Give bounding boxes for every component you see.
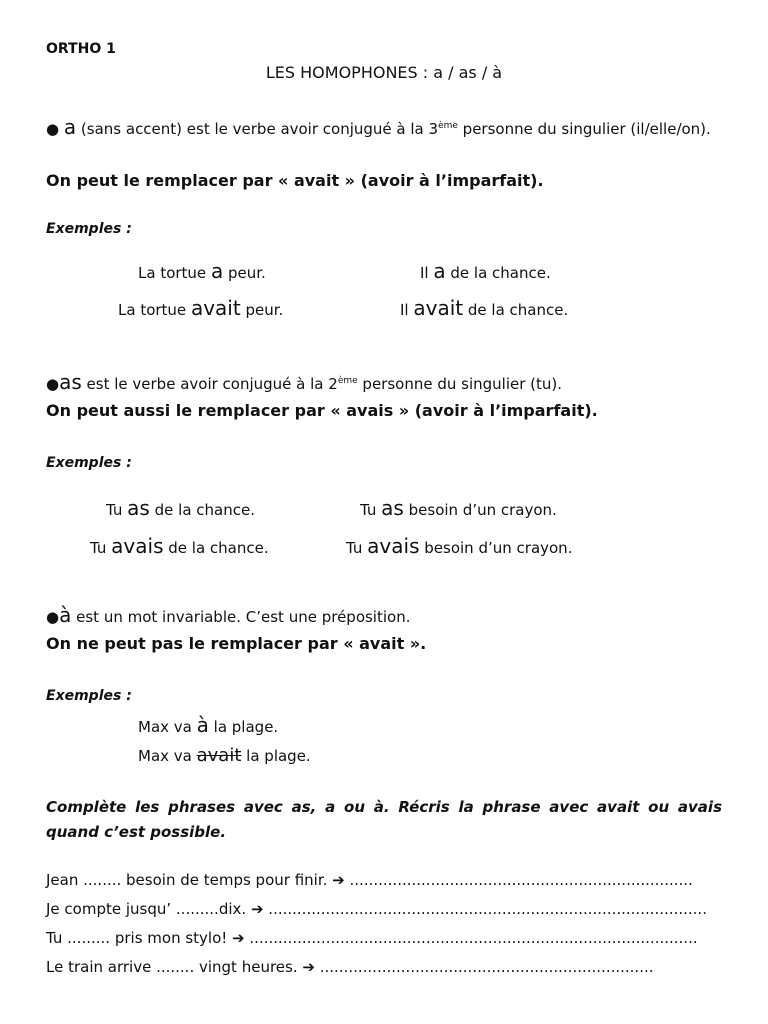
- example-after: besoin d’un crayon.: [403, 501, 557, 519]
- document-label: ORTHO 1: [46, 41, 116, 57]
- examples-label: Exemples :: [46, 221, 132, 237]
- example-word: avait: [190, 296, 241, 320]
- example-before: La tortue: [118, 301, 191, 319]
- example-after: de la chance.: [445, 264, 551, 282]
- answer-blank[interactable]: ............................................................................................: [268, 900, 707, 918]
- example-sentence: [106, 496, 255, 520]
- example-before: Il: [400, 301, 414, 319]
- section-accent-description: [46, 603, 410, 627]
- exercise-line: [46, 929, 698, 947]
- example-sentence: [400, 296, 568, 320]
- homophone-a-accent: à: [59, 603, 72, 627]
- example-sentence: [118, 296, 283, 320]
- description-text: est un mot invariable. C’est une préposition.: [71, 608, 411, 626]
- section-a-description: [46, 113, 722, 143]
- example-sentence: [420, 259, 551, 283]
- superscript: ème: [438, 121, 458, 131]
- example-word-crossed: avait: [196, 745, 242, 766]
- superscript: ème: [337, 376, 358, 386]
- exercise-line: [46, 900, 707, 918]
- example-sentence: [138, 713, 278, 737]
- example-sentence: [138, 259, 266, 283]
- example-sentence: [346, 534, 572, 558]
- bullet-icon: ●: [46, 375, 60, 393]
- example-before: La tortue: [138, 264, 211, 282]
- example-after: peur.: [223, 264, 266, 282]
- example-sentence: [138, 745, 311, 766]
- bullet-icon: ●: [46, 608, 60, 626]
- example-after: peur.: [240, 301, 284, 319]
- description-text-end: personne du singulier (tu).: [357, 375, 563, 393]
- example-before: Max va: [138, 747, 197, 765]
- rule-accent: On ne peut pas le remplacer par « avait ».: [46, 634, 427, 653]
- arrow-icon: ➔: [250, 900, 264, 918]
- description-text: est le verbe avoir conjugué à la 2: [81, 375, 338, 393]
- homophone-as: as: [59, 370, 82, 394]
- page-title: LES HOMOPHONES : a / as / à: [265, 63, 503, 82]
- example-sentence: [90, 534, 269, 558]
- answer-blank[interactable]: ..............................................................................................: [249, 929, 698, 947]
- rule-a: On peut le remplacer par « avait » (avoir à l’imparfait).: [46, 171, 544, 190]
- example-word: a: [210, 259, 224, 283]
- arrow-icon: ➔: [332, 871, 345, 889]
- example-after: de la chance.: [149, 501, 255, 519]
- homophone-a: a: [63, 115, 77, 139]
- answer-blank[interactable]: ......................................................................: [319, 958, 654, 976]
- example-before: Tu: [106, 501, 128, 519]
- example-before: Tu: [90, 539, 112, 557]
- example-word: as: [127, 496, 150, 520]
- example-word: avais: [367, 534, 420, 558]
- exercise-sentence: Je compte jusqu’ .........dix.: [46, 900, 251, 918]
- section-as-description: [46, 370, 562, 394]
- rule-as: On peut aussi le remplacer par « avais » (avoir à l’imparfait).: [46, 401, 598, 420]
- arrow-icon: ➔: [302, 958, 315, 976]
- examples-label: Exemples :: [46, 455, 132, 471]
- description-text-end: personne du singulier (il/elle/on).: [457, 120, 711, 138]
- exercise-sentence: Tu ......... pris mon stylo!: [46, 929, 233, 947]
- exercise-instruction: Complète les phrases avec as, a ou à. Récris la phrase avec avait ou avais quand c’est possible.: [46, 798, 722, 841]
- example-after: besoin d’un crayon.: [419, 539, 573, 557]
- example-sentence: [360, 496, 557, 520]
- example-after: de la chance.: [463, 301, 569, 319]
- example-word: à: [196, 713, 209, 737]
- example-word: as: [381, 496, 404, 520]
- example-before: Tu: [360, 501, 382, 519]
- example-before: Max va: [138, 718, 197, 736]
- bullet-icon: ●: [46, 120, 60, 138]
- exercise-line: [46, 958, 654, 976]
- example-word: avais: [111, 534, 164, 558]
- description-text: (sans accent) est le verbe avoir conjugué à la 3: [80, 120, 439, 138]
- example-after: la plage.: [208, 718, 279, 736]
- exercise-sentence: Jean ........ besoin de temps pour finir.: [46, 871, 333, 889]
- example-before: Il: [420, 264, 434, 282]
- examples-label: Exemples :: [46, 688, 132, 704]
- example-word: a: [433, 259, 446, 283]
- arrow-icon: ➔: [232, 929, 245, 947]
- answer-blank[interactable]: ........................................................................: [349, 871, 693, 889]
- example-before: Tu: [346, 539, 368, 557]
- exercise-sentence: Le train arrive ........ vingt heures.: [46, 958, 303, 976]
- example-after: de la chance.: [163, 539, 269, 557]
- exercise-line: [46, 871, 693, 889]
- example-after: la plage.: [241, 747, 311, 765]
- example-word: avait: [413, 296, 464, 320]
